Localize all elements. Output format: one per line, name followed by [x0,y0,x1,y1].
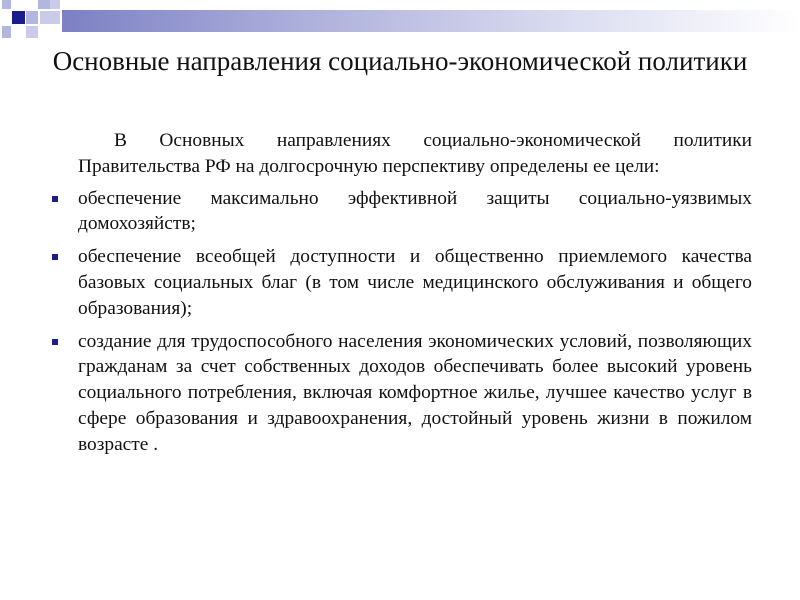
header-gradient-band [62,10,800,32]
list-item [78,186,752,238]
decor-square [26,11,38,24]
decor-square [12,11,25,24]
intro-paragraph: В Основных направлениях социально-экономической политики Правительства РФ на долгосрочную перспективу определены ее цели: [78,130,752,177]
decor-square [40,11,60,24]
list-item-text: обеспечение максимально эффективной защиты социально-уязвимых домохозяйств; [78,187,752,235]
slide-title: Основные направления социально-экономической политики [52,46,748,76]
list-item [78,329,752,458]
square-bullet-icon [52,339,58,345]
list-item [78,244,752,321]
square-bullet-icon [52,254,58,260]
slide-body [78,128,752,465]
list-item-text: обеспечение всеобщей доступности и общественно приемлемого качества базовых социальных благ (в том числе медицинского обслуживания и общего образования); [78,246,752,319]
decor-square [50,0,60,9]
goals-list [78,186,752,458]
decor-square [2,0,11,9]
decor-square [2,26,11,38]
decor-square [38,0,50,9]
list-item-text: создание для трудоспособного населения экономических условий, позволяющих гражданам за счет собственных доходов обеспечивать более высокий уровень социального потребления, включая комфортное жилье, лучшее качество услуг в сфере образования и здравоохранения, достойный уровень жизни в пожилом возрасте . [78,330,752,455]
square-bullet-icon [52,196,58,202]
decor-square [26,26,38,38]
